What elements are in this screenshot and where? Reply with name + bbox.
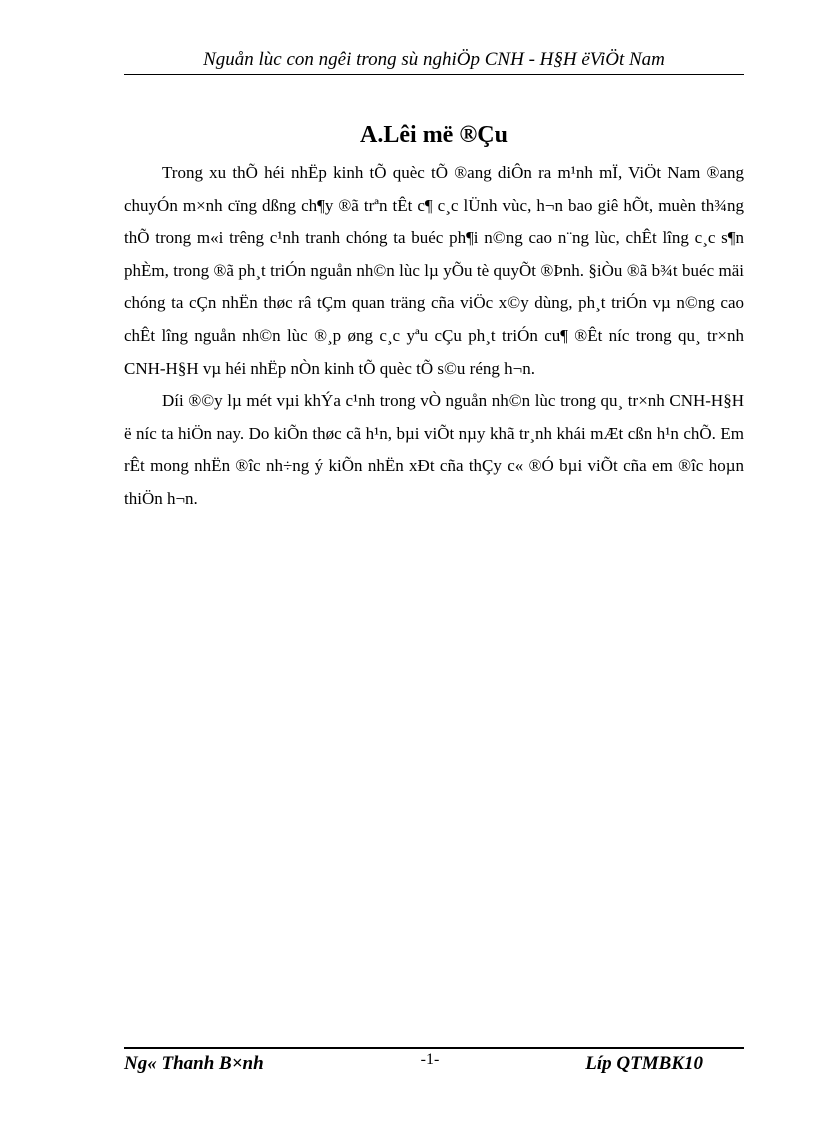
- section-title: A.Lêi më ®Çu: [360, 122, 508, 148]
- footer-rule: [124, 1047, 744, 1049]
- body-text: [124, 157, 744, 516]
- page-number: -1-: [420, 1051, 440, 1068]
- running-header: Nguån lùc con ngêi trong sù nghiÖp CNH - H§H ëViÖt Nam: [124, 46, 744, 75]
- paragraph: Díi ®©y lµ mét vµi khÝa c¹nh trong vÒ nguån nh©n lùc trong qu¸ tr×nh CNH-H§H ë níc ta hiÖn nay. Do kiÕn thøc cã h¹n, bµi viÕt nµy khã tr¸nh khái mÆt cßn h¹n chÕ. Em rÊt mong nhËn ®îc nh÷ng ý kiÕn nhËn xÐt cña thÇy c« ®Ó bµi viÕt cña em ®îc hoµn thiÖn h¬n.: [124, 391, 744, 508]
- paragraph: Trong xu thÕ héi nhËp kinh tÕ quèc tÕ ®ang diÔn ra m¹nh mÏ, ViÖt Nam ®ang chuyÓn m×nh cïng dßng ch¶y ®ã trªn tÊt c¶ c¸c lÜnh vùc, h¬n bao giê hÕt, muèn th¾ng thÕ trong m«i trêng c¹nh tranh chóng ta buéc ph¶i n©ng cao n¨ng lùc, chÊt lîng c¸c s¶n phÈm, trong ®ã ph¸t triÓn nguån nh©n lùc lµ yÕu tè quyÕt ®Þnh. §iÒu ®ã b¾t buéc mäi chóng ta cÇn nhËn thøc râ tÇm quan träng cña viÖc x©y dùng, ph¸t triÓn vµ n©ng cao chÊt lîng nguån nh©n lùc ®¸p øng c¸c yªu cÇu ph¸t triÓn cu¶ ®Êt níc trong qu¸ tr×nh CNH-H§H vµ héi nhËp nÒn kinh tÕ quèc tÕ s©u réng h¬n.: [124, 163, 744, 378]
- footer-author: Ng« Thanh B×nh: [124, 1053, 264, 1074]
- footer-class: Líp QTMBK10: [585, 1053, 703, 1074]
